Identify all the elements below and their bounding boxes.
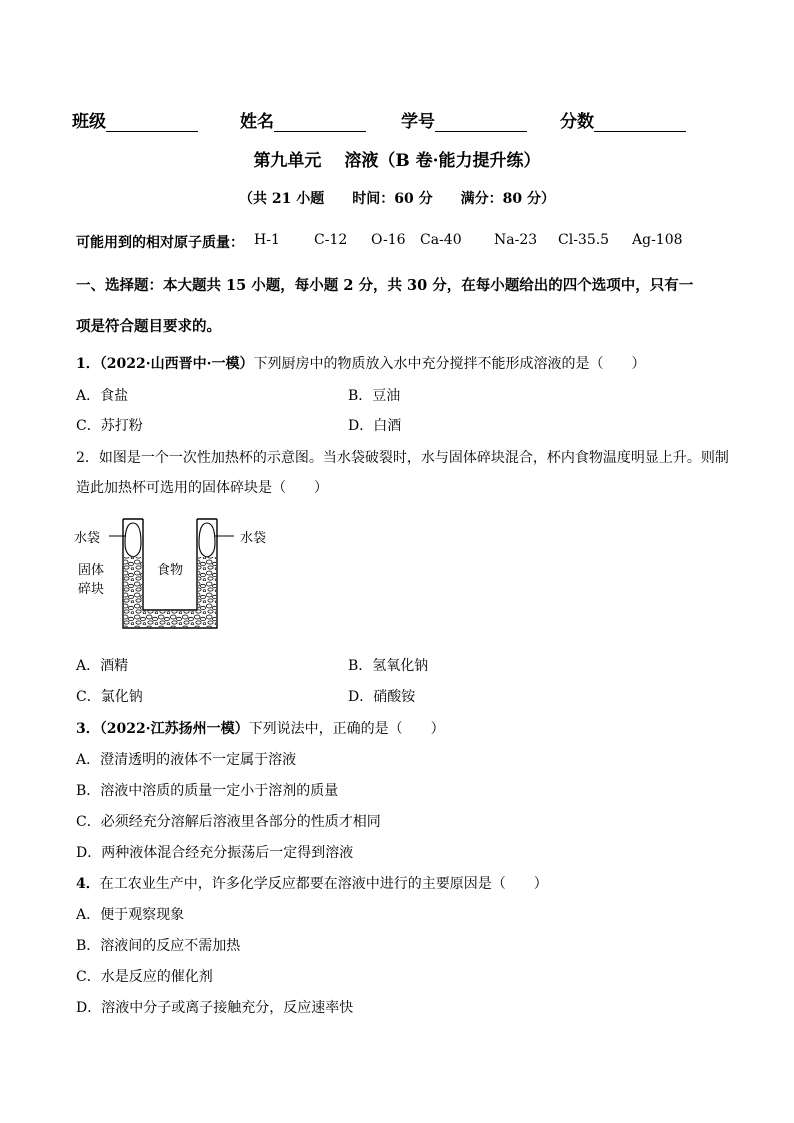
q2-option-c[interactable]: C．氯化钠 <box>76 689 143 705</box>
q1-option-b[interactable]: B．豆油 <box>348 388 401 404</box>
score-field <box>560 107 686 132</box>
figure-label-water-bag-right: 水袋 <box>240 531 267 546</box>
q3-option-b[interactable]: B．溶液中溶质的质量一定小于溶剂的质量 <box>76 783 339 799</box>
score-blank[interactable] <box>594 113 686 132</box>
name-label: 姓名 <box>240 112 274 132</box>
name-blank[interactable] <box>274 113 366 132</box>
atomic-mass-h: H-1 <box>254 232 280 248</box>
page-title: 第九单元 溶液（B 卷·能力提升练） <box>253 151 541 171</box>
class-label: 班级 <box>72 112 106 132</box>
student-id-field <box>401 107 527 132</box>
atomic-mass-cl: Cl-35.5 <box>558 232 610 248</box>
question-1-stem: 下列厨房中的物质放入水中充分搅拌不能形成溶液的是（ ） <box>253 356 646 372</box>
figure-label-solid-2: 碎块 <box>78 582 105 597</box>
question-2-stem-line1: 2．如图是一个一次性加热杯的示意图。当水袋破裂时，水与固体碎块混合，杯内食物温度明显上升。则制 <box>76 450 729 466</box>
page-subtitle: （共 21 小题 时间：60 分 满分：80 分） <box>239 191 555 207</box>
question-3-stem: 下列说法中，正确的是（ ） <box>248 721 445 737</box>
q2-option-b[interactable]: B．氢氧化钠 <box>348 658 429 674</box>
q3-option-c[interactable]: C．必须经充分溶解后溶液里各部分的性质才相同 <box>76 814 381 830</box>
q1-option-d[interactable]: D．白酒 <box>348 418 402 434</box>
name-field <box>240 107 366 132</box>
q4-option-d[interactable]: D．溶液中分子或离子接触充分，反应速率快 <box>76 1000 354 1016</box>
figure-label-food: 食物 <box>157 563 184 578</box>
figure-label-solid-1: 固体 <box>78 563 105 578</box>
question-1 <box>76 353 645 373</box>
class-field <box>72 107 198 132</box>
atomic-mass-ag: Ag-108 <box>632 232 683 248</box>
q1-option-a[interactable]: A．食盐 <box>76 388 129 404</box>
atomic-mass-na: Na-23 <box>494 232 538 248</box>
atomic-mass-c: C-12 <box>314 232 348 248</box>
q2-option-d[interactable]: D．硝酸铵 <box>348 689 416 705</box>
heating-cup-diagram <box>74 515 304 633</box>
q4-option-a[interactable]: A．便于观察现象 <box>76 907 185 923</box>
class-blank[interactable] <box>106 113 198 132</box>
atomic-mass-o: O-16 <box>371 232 406 248</box>
section-heading-line2: 项是符合题目要求的。 <box>76 318 221 335</box>
atomic-mass-ca: Ca-40 <box>420 232 462 248</box>
question-3-source: 3．（2022·江苏扬州一模） <box>76 721 249 737</box>
heating-cup-figure <box>74 515 304 633</box>
question-4-stem: 在工农业生产中，许多化学反应都要在溶液中进行的主要原因是（ ） <box>99 876 548 892</box>
student-id-blank[interactable] <box>435 113 527 132</box>
q4-option-b[interactable]: B．溶液间的反应不需加热 <box>76 938 241 954</box>
q3-option-a[interactable]: A．澄清透明的液体不一定属于溶液 <box>76 752 297 768</box>
atomic-mass-label: 可能用到的相对原子质量： <box>76 235 244 251</box>
question-2-stem-line2: 造此加热杯可选用的固体碎块是（ ） <box>76 480 328 496</box>
q1-option-c[interactable]: C．苏打粉 <box>76 418 143 434</box>
q4-option-c[interactable]: C．水是反应的催化剂 <box>76 969 213 985</box>
q2-option-a[interactable]: A．酒精 <box>76 658 129 674</box>
question-4-number: 4． <box>76 876 100 892</box>
figure-label-water-bag-left: 水袋 <box>74 531 101 546</box>
question-1-source: 1．（2022·山西晋中·一模） <box>76 356 254 372</box>
score-label: 分数 <box>560 112 594 132</box>
question-3 <box>76 718 445 738</box>
q3-option-d[interactable]: D．两种液体混合经充分振荡后一定得到溶液 <box>76 845 354 861</box>
section-heading-line1: 一、选择题：本大题共 15 小题，每小题 2 分，共 30 分，在每小题给出的四个选项中，只有一 <box>76 277 694 294</box>
question-4 <box>76 873 548 893</box>
student-id-label: 学号 <box>401 112 435 132</box>
